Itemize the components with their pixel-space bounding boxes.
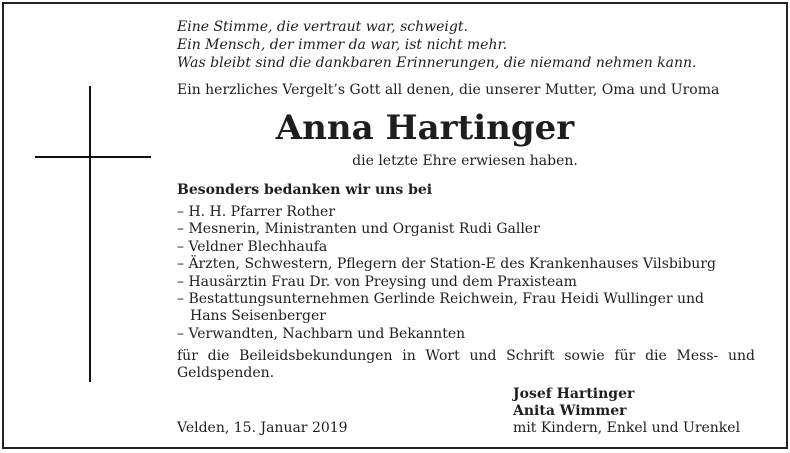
verse-line: Eine Stimme, die vertraut war, schweigt. <box>177 19 468 35</box>
signer-name: Josef Hartinger <box>513 386 635 402</box>
list-item: – Ärzten, Schwestern, Pflegern der Station-E des Krankenhauses Vilsbiburg <box>177 256 716 273</box>
list-item: – H. H. Pfarrer Rother <box>177 204 336 220</box>
list-item: – Veldner Blechhaufa <box>177 238 328 255</box>
memorial-verse <box>177 18 696 72</box>
signer-name: Anita Wimmer <box>513 403 627 419</box>
honor-line: die letzte Ehre erwiesen haben. <box>352 153 578 169</box>
thanks-list <box>177 204 716 343</box>
obituary-notice <box>2 2 788 449</box>
place-date: Velden, 15. Januar 2019 <box>177 420 348 436</box>
verse-line: Ein Mensch, der immer da war, ist nicht mehr. <box>177 37 508 53</box>
signer-family: mit Kindern, Enkel und Urenkel <box>513 420 741 436</box>
verse-line: Was bleibt sind die dankbaren Erinnerungen, die niemand nehmen kann. <box>177 55 697 71</box>
list-item-continuation: Hans Seisenberger <box>190 308 326 325</box>
list-item: – Hausärztin Frau Dr. von Preysing und dem Praxisteam <box>177 273 577 290</box>
thanks-line: Ein herzliches Vergelt’s Gott all denen, die unserer Mutter, Oma und Uroma <box>177 82 720 98</box>
closing-text: für die Beileidsbekundungen in Wort und Schrift sowie für die Mess- und Geldspenden. <box>177 348 755 381</box>
list-item: – Verwandten, Nachbarn und Bekannten <box>177 325 466 342</box>
list-item: – Bestattungsunternehmen Gerlinde Reichwein, Frau Heidi Wullinger und <box>177 291 705 308</box>
list-item: – Mesnerin, Ministranten und Organist Rudi Galler <box>177 221 540 238</box>
thanks-heading: Besonders bedanken wir uns bei <box>177 182 433 198</box>
deceased-name: Anna Hartinger <box>275 108 575 148</box>
signers-block <box>513 386 740 437</box>
